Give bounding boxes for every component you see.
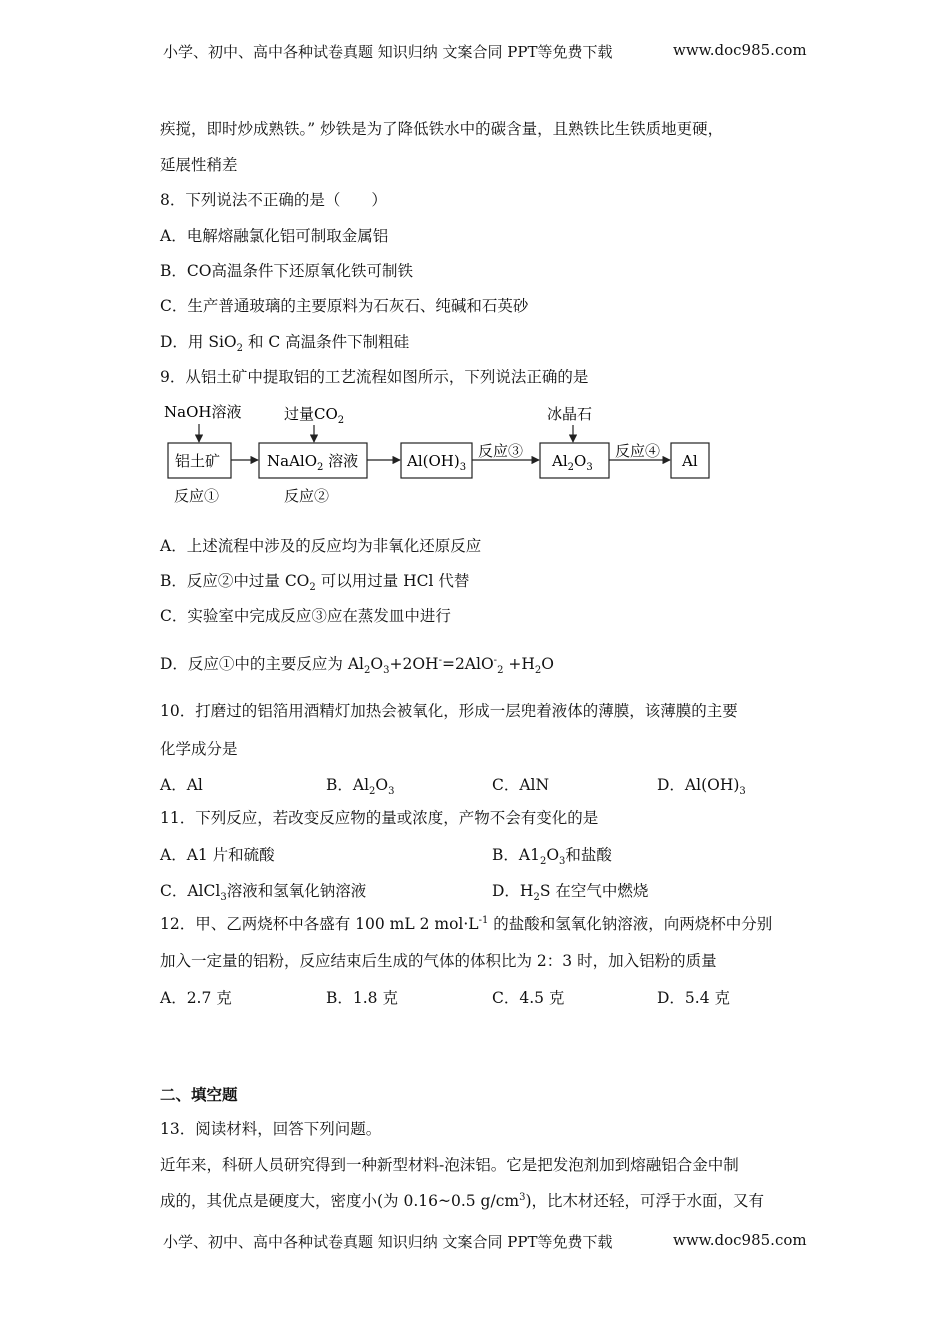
svg-text:Al2O3: $Al_2O_3$	[552, 452, 593, 473]
intro-line-2: 延展性稍差	[160, 156, 238, 174]
page-footer	[163, 1231, 807, 1252]
q10-option-d: D．$Al(OH)_3$	[657, 776, 746, 798]
q12-option-c: C．4.5 克	[492, 989, 565, 1007]
q11-options-row-2	[160, 879, 800, 904]
section-title-fill-in: 二、填空题	[160, 1085, 238, 1104]
q9-flow-diagram	[160, 398, 720, 510]
q11-stem: 11．下列反应，若改变反应物的量或浓度，产物不会有变化的是	[160, 809, 599, 827]
q10-options	[160, 773, 800, 798]
reaction-label-2: 反应②	[284, 487, 330, 505]
q13-passage-line-1: 近年来，科研人员研究得到一种新型材料-泡沫铝。它是把发泡剂加到熔融铝合金中制	[160, 1156, 739, 1174]
q11-option-a: A．A1 片和硫酸	[160, 846, 275, 864]
q12-options	[160, 986, 800, 1006]
footer-promo-text: 小学、初中、高中各种试卷真题 知识归纳 文案合同 PPT等免费下载	[163, 1233, 613, 1251]
reagent-cryolite: 冰晶石	[547, 405, 593, 423]
q8-option-a: A．电解熔融氯化铝可制取金属铝	[160, 227, 389, 245]
reagent-naoh: NaOH溶液	[164, 403, 242, 421]
q10-option-a: A．Al	[160, 776, 203, 794]
q10-stem-line-2: 化学成分是	[160, 740, 238, 758]
q11-options-row-1	[160, 843, 800, 868]
q9-option-b: B．反应②中过量 $CO_2$ 可以用过量 HCl 代替	[160, 572, 470, 594]
svg-text:Al: Al	[682, 452, 698, 470]
q12-option-a: A．2.7 克	[160, 989, 232, 1007]
q9-option-d: D．反应①中的主要反应为 $Al_2O_3+2OH^-=2AlO^-_2 +H_2O$	[160, 654, 554, 677]
q10-option-b: B．$Al_2O_3$	[326, 776, 395, 798]
arrow-label-3: 反应③	[478, 442, 524, 460]
q8-option-c: C．生产普通玻璃的主要原料为石灰石、纯碱和石英砂	[160, 297, 529, 315]
q11-option-d: D．$H_2S$ 在空气中燃烧	[492, 882, 649, 904]
q10-stem-line-1: 10．打磨过的铝箔用酒精灯加热会被氧化，形成一层兜着液体的薄膜，该薄膜的主要	[160, 702, 738, 720]
q13-stem: 13．阅读材料，回答下列问题。	[160, 1120, 382, 1138]
q11-option-b: B．$A1_2O_3$和盐酸	[492, 846, 612, 868]
q8-option-d: D．用 SiO$_2$ 和 C 高温条件下制粗硅	[160, 333, 410, 355]
svg-text:铝土矿: 铝土矿	[175, 452, 221, 470]
arrow-label-4: 反应④	[615, 442, 661, 460]
q8-stem: 8．下列说法不正确的是（ ）	[160, 191, 387, 209]
q10-option-c: C．AlN	[492, 776, 550, 794]
q8-option-b: B．CO高温条件下还原氧化铁可制铁	[160, 262, 413, 280]
q13-passage-line-2: 成的，其优点是硬度大，密度小(为 0.16~0.5 $g/cm^3$)，比木材还轻，可浮于水面，又有	[160, 1191, 765, 1210]
intro-line-1: 疾搅，即时炒成熟铁。” 炒铁是为了降低铁水中的碳含量，且熟铁比生铁质地更硬，	[160, 120, 724, 138]
q12-stem-line-1: 12．甲、乙两烧杯中各盛有 100 mL 2 $mol\cdot L^{-1}$ 的盐酸和氢氧化钠溶液，向两烧杯中分别	[160, 914, 773, 933]
q9-option-c: C．实验室中完成反应③应在蒸发皿中进行	[160, 607, 451, 625]
header-site-url: www.doc985.com	[673, 41, 807, 59]
q12-option-d: D．5.4 克	[657, 989, 731, 1007]
q12-option-b: B．1.8 克	[326, 989, 398, 1007]
q11-option-c: C．AlCl$_3$溶液和氢氧化钠溶液	[160, 882, 367, 904]
header-promo-text: 小学、初中、高中各种试卷真题 知识归纳 文案合同 PPT等免费下载	[163, 43, 613, 61]
q12-stem-line-2: 加入一定量的铝粉，反应结束后生成的气体的体积比为 2：3 时，加入铝粉的质量	[160, 952, 717, 970]
reagent-co2: 过量$CO_2$	[284, 405, 345, 426]
footer-site-url: www.doc985.com	[673, 1231, 807, 1249]
svg-text:NaAlO2 溶液: NaAlO$_2$ 溶液	[267, 452, 359, 473]
reaction-label-1: 反应①	[174, 487, 220, 505]
q9-option-a: A．上述流程中涉及的反应均为非氧化还原反应	[160, 537, 482, 555]
svg-text:Al(OH)3: $Al(OH)_3$	[407, 452, 467, 473]
page-header	[163, 41, 807, 62]
q9-stem: 9．从铝土矿中提取铝的工艺流程如图所示，下列说法正确的是	[160, 368, 589, 386]
